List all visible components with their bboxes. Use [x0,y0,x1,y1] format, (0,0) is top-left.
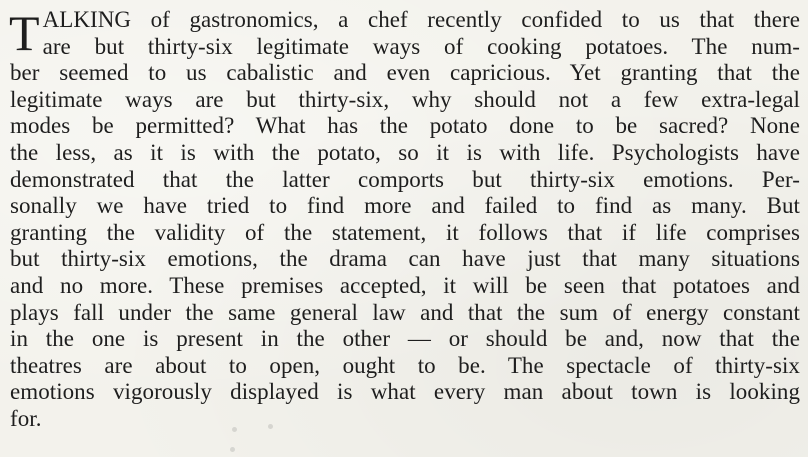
text-line: in the one is present in the other — or should be and, now that the [10,326,800,352]
text-line: plays fall under the same general law and that the sum of energy constant [10,299,800,325]
drop-cap: T [9,5,40,61]
text-line: modes be permitted? What has the potato done to be sacred? None [10,113,800,139]
text-line: granting the validity of the statement, it follows that if life comprises [10,219,800,245]
article-paragraph [10,7,800,433]
text-line: ber seemed to us cabalistic and even capricious. Yet granting that the [10,60,800,86]
text-line: and no more. These premises accepted, it will be seen that potatoes and [10,272,800,298]
paper-speck [232,427,237,432]
text-line: the less, as it is with the potato, so it is with life. Psychologists have [10,139,800,165]
text-line: sonally we have tried to find more and failed to find as many. But [10,193,800,219]
text-line: theatres are about to open, ought to be. The spectacle of thirty-six [10,352,800,378]
paper-speck [230,447,235,452]
text-line: legitimate ways are but thirty-six, why should not a few extra-legal [10,86,800,112]
text-line: but thirty-six emotions, the drama can have just that many situations [10,246,800,272]
paper-speck [268,424,273,429]
text-line: for. [10,405,42,431]
text-line: are but thirty-six legitimate ways of cooking potatoes. The num- [42,33,800,59]
text-line: demonstrated that the latter comports but thirty-six emotions. Per- [10,166,800,192]
text-line: ALKING of gastronomics, a chef recently confided to us that there [42,7,800,32]
text-line: emotions vigorously displayed is what every man about town is looking [10,379,800,405]
